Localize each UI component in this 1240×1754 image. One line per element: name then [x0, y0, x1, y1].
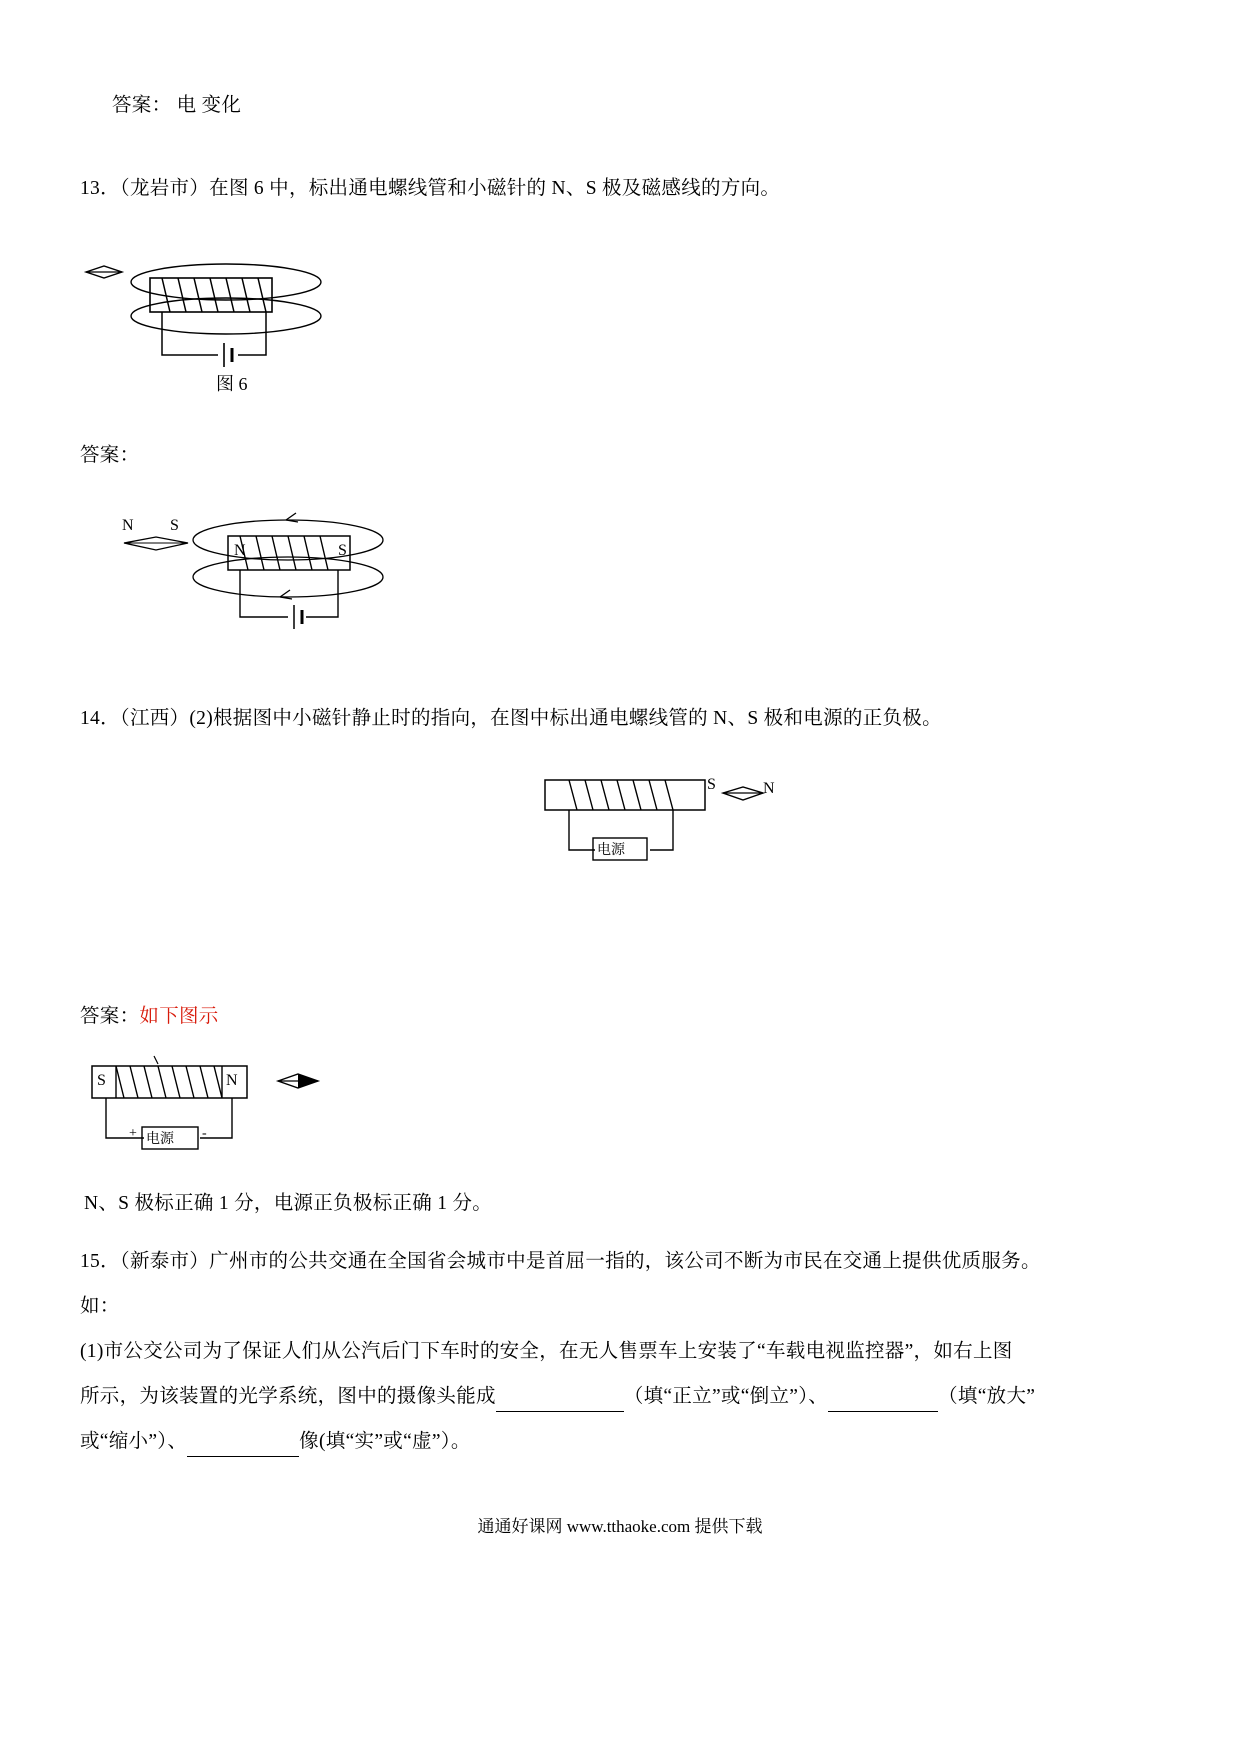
question-15-line3: (1)市公交公司为了保证人们从公汽后门下车时的安全，在无人售票车上安装了“车载电视监控器”，如右上图	[80, 1341, 1013, 1362]
answer-14-plus-label: +	[129, 1126, 137, 1141]
answer-13-needle-s-label: S	[170, 517, 179, 534]
answer-figure-14	[82, 1048, 382, 1173]
figure-14	[535, 760, 815, 885]
answer-14-source-label: 电源	[146, 1132, 174, 1147]
page-footer: 通通好课网 www.tthaoke.com 提供下载	[477, 1517, 763, 1536]
answer-13-label: 答案：	[80, 445, 140, 466]
question-13-text: 13．（龙岩市）在图 6 中，标出通电螺线管和小磁针的 N、S 极及磁感线的方向。	[80, 178, 781, 199]
figure-14-needle-s-label: S	[707, 776, 716, 793]
scoring-note-14: N、S 极标正确 1 分，电源正负极标正确 1 分。	[84, 1193, 493, 1214]
figure-6	[78, 240, 408, 394]
question-15-line4-c: （填“放大”	[938, 1386, 1036, 1407]
question-15-line2: 如：	[80, 1296, 120, 1317]
answer-14-label-group	[80, 1003, 219, 1031]
blank-2[interactable]	[828, 1383, 938, 1412]
question-14-text: 14．（江西）(2)根据图中小磁针静止时的指向，在图中标出通电螺线管的 N、S 极和电源的正负极。	[80, 708, 942, 729]
question-15-line5-a: 或“缩小”）、	[80, 1431, 188, 1452]
question-15-line4-a: 所示，为该装置的光学系统，图中的摄像头能成	[80, 1386, 496, 1407]
answer-13-needle-n-label: N	[122, 517, 134, 534]
figure-14-source-label: 电源	[597, 843, 625, 858]
blank-3[interactable]	[187, 1428, 299, 1457]
question-15-line5	[80, 1428, 471, 1457]
figure-14-needle-n-label: N	[763, 780, 775, 797]
question-15-line4-b: （填“正立”或“倒立”）、	[623, 1386, 829, 1407]
answer-figure-13	[110, 495, 430, 645]
answer-14-label: 答案：	[80, 1006, 140, 1027]
answer-13-coil-n-label: N	[234, 542, 246, 559]
answer-14-coil-s-label: S	[97, 1072, 106, 1089]
answer-top-line: 答案： 电 变化	[112, 95, 242, 116]
answer-13-coil-s-label: S	[338, 542, 347, 559]
answer-14-coil-n-label: N	[226, 1072, 238, 1089]
question-15-line1: 15．（新泰市）广州市的公共交通在全国省会城市中是首屈一指的，该公司不断为市民在交通上提供优质服务。	[80, 1251, 1041, 1272]
answer-14-minus-label: -	[202, 1126, 207, 1141]
blank-1[interactable]	[496, 1383, 624, 1412]
question-15-line5-b: 像(填“实”或“虚”）。	[299, 1431, 471, 1452]
figure-6-caption: 图 6	[216, 374, 248, 394]
question-15-line4	[80, 1383, 1035, 1412]
answer-14-label-red: 如下图示	[139, 1006, 219, 1027]
